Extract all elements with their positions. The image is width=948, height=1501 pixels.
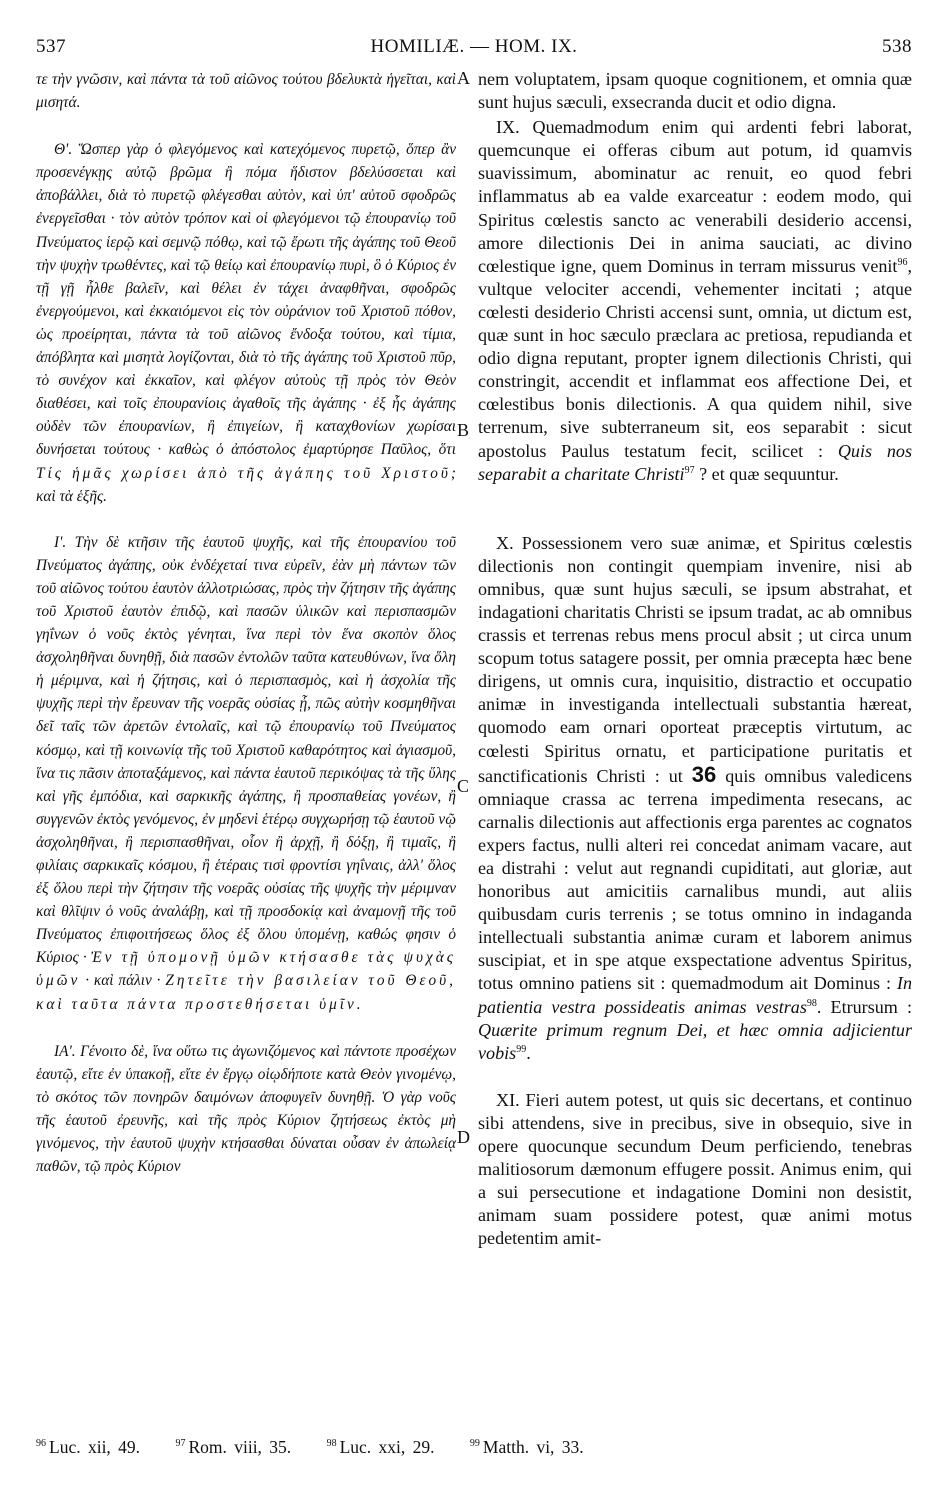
greek-paragraph-11: ΙΑ'. Γένοιτο δὲ, ἵνα οὕτω τις ἀγωνιζόμενος καὶ πάντοτε προσέχων ἑαυτῷ, εἴτε ἐν ὑπακοῇ, εἴτε ἐν ἔργῳ οἱῳδήποτε κατὰ Θεὸν γινομένῳ, τὸ σκότος τῶν πονηρῶν δαιμόνων ἀποφυγεῖν δυνηθῇ. Ὁ γὰρ νοῦς τῆς ἑαυτοῦ ἐρευνῆς, καὶ τῆς πρὸς Κύριον ζητήσεως ἐκτὸς μὴ γινόμενος, τὴν ἑαυτοῦ ψυχὴν κτήσασθαι δύναται οὖσαν ἐν ἀπωλείᾳ παθῶν, τῷ πρὸς Κύριον [36,1042,456,1176]
running-header [36,30,912,60]
footnote [470,1437,584,1457]
greek-quotation: Ζητεῖτε τὴν βασιλείαν τοῦ Θεοῦ, καὶ ταῦτα πάντα προστεθήσεται ὑμῖν. [36,972,456,1013]
greek-text: ; καὶ τὰ ἑξῆς. [36,464,456,505]
footnote-number: 96 [36,1438,46,1450]
footnote [175,1437,291,1457]
footnote-ref: 99 [516,1043,527,1055]
margin-number: 36 [691,761,717,787]
latin-paragraph-9 [478,116,912,486]
latin-text: IX. Quemadmodum enim qui ardenti febri laborat, quemcunque ei offeras cibum aut potum, id quamvis suavissimum, abominatur ac renuit, eo quod febri inflammatus ab ea valde exarceatur : eodem modo, qui Spiritus cœlestis sancto ac venerabili desiderio accensi, amore dilectionis Dei in anima sauciati, ac divino cœlestique igne, quem Dominus in terram missurus venit [478,117,912,276]
latin-text: ? et quæ sequuntur. [699,463,839,484]
footnote-text: Luc. xii, 49. [49,1437,141,1457]
footnote-ref: 97 [684,464,695,476]
footnote [36,1437,140,1457]
margin-letter-d: D [457,1127,470,1147]
footnotes [36,1437,912,1458]
margin-letter-b: B [457,420,470,440]
footnote-ref: 96 [897,256,908,268]
latin-paragraph-0: nem voluptatem, ipsam quoque cognitionem, et omnia quæ sunt hujus sæculi, exsecranda ducit et odio digna. [478,69,912,113]
footnote-text: Rom. viii, 35. [188,1437,292,1457]
page-number-left: 537 [36,36,66,57]
footnote-text: Luc. xxi, 29. [339,1437,435,1457]
footnote-number: 99 [469,1438,480,1450]
latin-text: , vultque velociter accendi, vehementer incitati ; atque cœlesti desiderio Christi accensi sunt, omnia, ut dictum est, quæ sunt in hoc sæculo præclara ac pretiosa, repudianda et odio digna reputant, propter ignem dilectionis Christi, qui constringit, accendit et inflammat eos affectione Dei, et cœlestibus bonis dilectionis. A qua quidem nihil, sive terrenum, sive subterraneum sit, eos separabit : sicut apostolus Paulus testatum fecit, scilicet : [478,255,912,461]
latin-text: . [526,1042,531,1063]
page-number-right: 538 [882,36,912,57]
latin-quotation: In patientia vestra possideatis animas vestras [478,973,912,1017]
footnote-ref: 98 [806,997,817,1009]
latin-quotation: Quis nos separabit a charitate Christi [478,440,913,484]
greek-text: Ι'. Τὴν δὲ κτῆσιν τῆς ἑαυτοῦ ψυχῆς, καὶ τῆς ἐπουρανίου τοῦ Πνεύματος ἀγάπης, οὐκ ἐνδέχεταί τινα εὑρεῖν, ἐὰν μὴ πάντων τῶν τοῦ αἰῶνος τούτου ἑαυτὸν ἀλλοτριώσας, πρὸς τὴν ζήτησιν τῆς ἀγάπης τοῦ Χριστοῦ ἑαυτὸν ἐπιδῷ, καὶ πασῶν ὑλικῶν καὶ περισπασμῶν γηΐνων ὁ νοῦς ἐκτὸς γένηται, ἵνα περὶ τὸν ἕνα σκοπὸν ὅλος ἀσχοληθῆναι δυνηθῇ, διὰ πασῶν ἐντολῶν ταῦτα κατευθύνων, ἵνα ὅλη ἡ μέριμνα, καὶ ἡ ζήτησις, καὶ ὁ περισπασμὸς, καὶ ἡ ἀσχολία τῆς ψυχῆς περὶ τὴν ἔρευναν τῆς νοερᾶς οὐσίας ᾖ, πῶς αὐτὴν κοσμηθῆναι δεῖ ταῖς τῶν ἀρετῶν ἐντολαῖς, καὶ τῷ ἐπουρανίῳ τοῦ Πνεύματος κόσμῳ, καὶ τῇ κοινωνίᾳ τῆς τοῦ Χριστοῦ καθαρότητος καὶ ἁγιασμοῦ, ἵνα τις πᾶσιν ἀποταξάμενος, καὶ πάντα ἑαυτοῦ περικόψας τὰ τῆς ὕλης καὶ γῆς ἐμπόδια, καὶ σαρκικῆς ἀγάπης, ἢ προσπαθείας γονέων, ἢ συγγενῶν ἐκτὸς γενόμενος, ἐν μηδενὶ ἑτέρῳ συγχωρήσῃ τῷ ἑαυτοῦ νῷ ἀσχοληθῆναι, ἢ περισπασθῆναι, οἷον ἢ ἀρχῇ, ἢ δόξῃ, ἢ τιμαῖς, ἢ φιλίαις σαρκικαῖς κόσμου, ἢ ἑτέραις τισὶ φροντίσι γηΐναις, ἀλλ' ὅλος ἐξ ὅλου περὶ τὴν ζήτησιν τῆς νοερᾶς οὐσίας τῆς ψυχῆς τὴν μέριμναν καὶ θλῖψιν ὁ νοῦς ἀναλάβῃ, καὶ τῇ προσδοκίᾳ καὶ ἀναμονῇ τῆς τοῦ Πνεύματος ἐπιφοιτήσεως ὅλος ἐξ ὅλου ὑπομένῃ, καθώς φησιν ὁ Κύριος · [36,533,456,967]
margin-letter-a: A [457,68,470,88]
margin-letter-c: C [457,776,470,796]
greek-text: Θ'. Ὥσπερ γὰρ ὁ φλεγόμενος καὶ κατεχόμενος πυρετῷ, ὅπερ ἂν προσενέγκῃς αὐτῷ βρῶμα ἢ πόμα ἥδιστον βδελύσσεται καὶ ἀποβάλλει, διὰ τὸ πυρετῷ φλέγεσθαι αὐτὸν, καὶ ὑπ' αὐτοῦ σφοδρῶς ἐνεργεῖσθαι · τὸν αὐτὸν τρόπον καὶ οἱ φλεγόμενοι τῷ ἐπουρανίῳ τοῦ Πνεύματος ἱερῷ καὶ σεμνῷ πόθῳ, καὶ τῷ ἔρωτι τῆς ἀγάπης τοῦ Θεοῦ τὴν ψυχὴν τρωθέντες, καὶ τῷ θείῳ καὶ ἐπουρανίῳ πυρὶ, ὃ ὁ Κύριος ἐν τῇ γῇ ἦλθε βαλεῖν, καὶ θέλει ἐν τάχει ἀναφθῆναι, σφοδρῶς ἐνεργούμενοι, καὶ ἐκκαιόμενοι εἰς τὸν οὐράνιον τοῦ Χριστοῦ πόθον, ὡς προείρηται, πάντα τὰ τοῦ αἰῶνος ἔνδοξα τούτου, καὶ τίμια, ἀπόβλητα καὶ μισητὰ λογίζονται, διὰ τὸ τῆς ἀγάπης τοῦ Χριστοῦ πῦρ, τὸ συνέχον καὶ ἐκκαῖον, καὶ φλέγον αὐτοὺς τῇ πρὸς τὸν Θεὸν διαθέσει, καὶ τοῖς ἐπουρανίοις ἀγαθοῖς τῆς ἀγάπης · ἐξ ἧς ἀγάπης οὐδὲν τῶν ἐπουρανίων, ἢ ἐπιγείων, ἢ καταχθονίων χωρίσαι δυνήσεται τούτους · καθὼς ὁ ἀπόστολος ἐμαρτύρησε Παῦλος, ὅτι [36,141,456,459]
greek-quotation: Τίς ἡμᾶς χωρίσει ἀπὸ τῆς ἀγάπης τοῦ Χριστοῦ [36,464,451,482]
latin-column [478,68,912,1251]
running-title: HOMILIÆ. — HOM. IX. [370,36,578,57]
footnote [327,1437,435,1457]
greek-text: · καὶ πάλιν · [85,972,161,990]
footnote-text: Matth. vi, 33. [482,1437,584,1457]
latin-quotation: Quærite primum regnum Dei, et hæc omnia adjicientur vobis [478,1019,912,1063]
greek-paragraph-0: τε τὴν γνῶσιν, καὶ πάντα τὰ τοῦ αἰῶνος τούτου βδελυκτὰ ἡγεῖται, καὶ μισητά. [36,71,456,112]
greek-quotation: Ἐν τῇ ὑπομονῇ ὑμῶν κτήσασθε τὰς ψυχὰς ὑμῶν [36,949,456,990]
latin-text: X. Possessionem vero suæ animæ, et Spiritus cœlestis dilectionis non contingit quempiam invenire, nisi ab omnibus, quæ sunt hujus sæculi, se ipsum abstrahat, et indagationi charitatis Christi se ipsum tradat, ac ab omnibus crassis et terrenas rebus mens procul absit ; ut circa unum scopum totus satagere possit, per omnia præcepta hæc bene dirigens, ut omnis cura, inquisitio, distractio et occupatio animæ in investiganda intellectuali substantia hæreat, quomodo eam ornari oporteat præceptis virtutum, ac cœlesti Spiritus ornatu, et participatione puritatis et sanctificationis Christi : ut [478,532,912,786]
greek-paragraph-9 [36,138,456,508]
greek-column [36,68,456,1178]
greek-paragraph-10 [36,531,456,1016]
latin-text: . Etrursum : [816,996,912,1017]
footnote-number: 98 [326,1438,337,1450]
latin-paragraph-11: XI. Fieri autem potest, ut quis sic decertans, et continuo sibi attendens, sive in precibus, sive in obsequio, sive in opere quocunque secundum Deum perficiendo, tenebras malitiosorum dæmonum effugere possit. Animus enim, qui a sui persecutione et indagatione Domini non desistit, animam suam possidere potest, quæ animi motus pedetentim amit- [478,1089,912,1249]
latin-paragraph-10 [478,532,912,1065]
latin-text: quis omnibus valedicens omniaque crassa ac terrena impedimenta resecans, ac carnalis dilectionis aut affectionis erga parentes ac cognatos expers factus, nulli alteri rei concedat animam vacare, aut ea distrahi : velut aut regnandi cupiditati, aut gloriæ, aut honoribus aut amicitiis carnalibus mundi, aut aliis quibusdam curis terrenis ; se totus omnino in indaganda intellectuali substantia animæ curam et laborem animus suscipiat, et in spe atque exspectatione adventus Spiritus, totus omnino patiens sit : quemadmodum ait Dominus : [478,765,912,994]
footnote-number: 97 [175,1438,186,1450]
